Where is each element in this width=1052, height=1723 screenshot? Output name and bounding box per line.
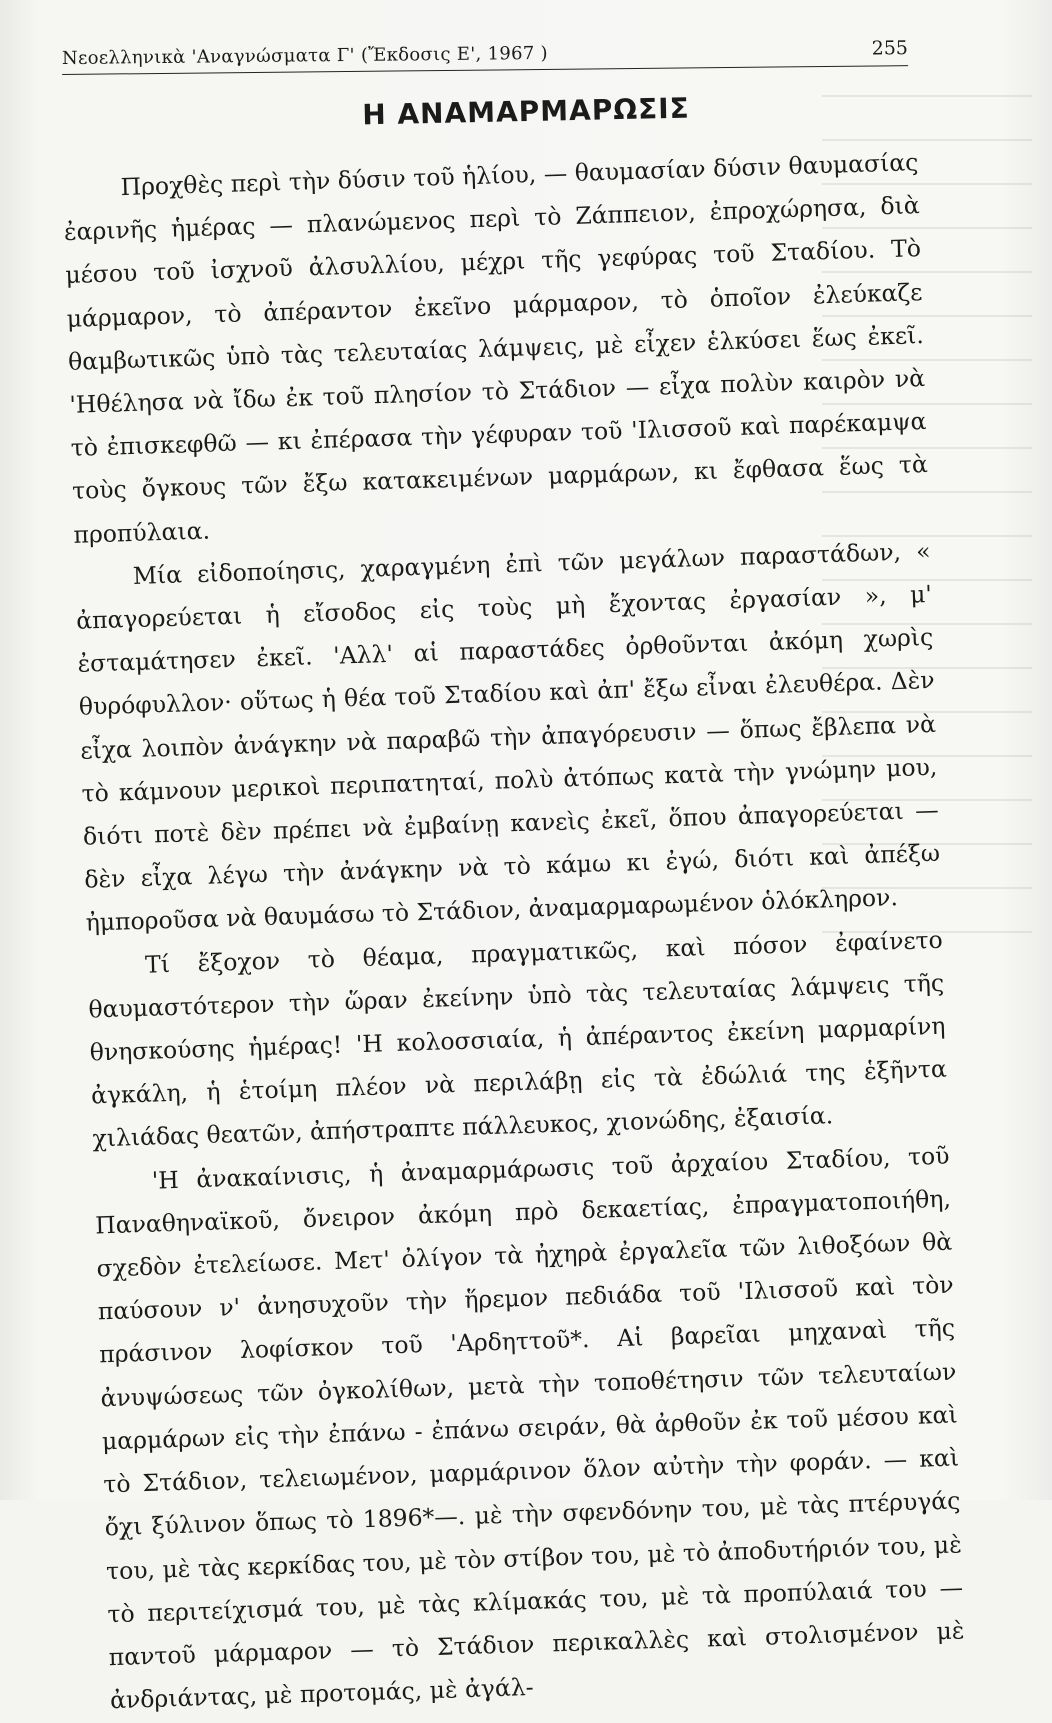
article-body [62, 141, 966, 1722]
paragraph: 'Η ἀνακαίνισις, ἡ ἀναμαρμάρωσις τοῦ ἀρχαίου Σταδίου, τοῦ Παναθηναϊκοῦ, ὄνειρον ἀκόμη πρὸ δεκαετίας, ἐπραγματοποιήθη, σχεδὸν ἐτελείωσε. Μετ' ὀλίγον τὰ ἠχηρὰ ἐργαλεῖα τῶν λιθοξόων θὰ παύσουν ν' ἀνησυχοῦν τὴν ἥρεμον πεδιάδα τοῦ 'Ιλισσοῦ καὶ τὸν πράσινον λοφίσκον τοῦ 'Αρδηττοῦ*. Αἱ βαρεῖαι μηχαναὶ τῆς ἀνυψώσεως τῶν ὀγκολίθων, μετὰ τὴν τοποθέτησιν τῶν τελευταίων μαρμάρων εἰς τὴν ἐπάνω - ἐπάνω σειράν, θὰ ἀρθοῦν ἐκ τοῦ μέσου καὶ τὸ Στάδιον, τελειωμένον, μαρμάρινον ὅλον αὐτὴν τὴν φοράν. — καὶ ὄχι ξύλινον ὅπως τὸ 1896*—. μὲ τὴν σφενδόνην του, μὲ τὰς πτέρυγάς του, μὲ τὰς κερκίδας του, μὲ τὸν στίβον του, μὲ τὸ ἀποδυτήριόν του, μὲ τὸ περιτείχισμά του, μὲ τὰς κλίμακάς του, μὲ τὰ προπύλαιά του — παντοῦ μάρμαρον — τὸ Στάδιον περικαλλὲς καὶ στολισμένον μὲ ἀνδριάντας, μὲ προτομάς, μὲ ἀγάλ- [94, 1141, 965, 1715]
article-title: Η ΑΝΑΜΑΡΜΑΡΩΣΙΣ [361, 91, 691, 132]
page-number: 255 [871, 37, 909, 60]
running-title: Νεοελληνικὰ 'Αναγνώσματα Γ' (Ἔκδοσις Ε', 1967 ) [61, 42, 549, 69]
paragraph: Τί ἔξοχον τὸ θέαμα, πραγματικῶς, καὶ πόσον ἐφαίνετο θαυμαστότερον τὴν ὥραν ἐκείνην ὑπὸ τὰς τελευταίας λάμψεις τῆς θνησκούσης ἡμέρας! 'Η κολοσσιαία, ἡ ἀπέραντος ἐκείνη μαρμαρίνη ἀγκάλη, ἡ ἑτοίμη πλέον νὰ περιλάβῃ εἰς τὰ ἐδώλιά της ἑξῆντα χιλιάδας θεατῶν, ἀπήστραπτε πάλλευκος, χιονώδης, ἐξαισία. [88, 925, 948, 1153]
paragraph: Μία εἰδοποίησις, χαραγμένη ἐπὶ τῶν μεγάλων παραστάδων, « ἀπαγορεύεται ἡ εἴσοδος εἰς τοὺς μὴ ἔχοντας ἐργασίαν », μ' ἐσταμάτησεν ἐκεῖ. 'Αλλ' αἱ παραστάδες ὀρθοῦνται ἀκόμη χωρὶς θυρόφυλλον· οὕτως ἡ θέα τοῦ Σταδίου καὶ ἀπ' ἔξω εἶναι ἐλευθέρα. Δὲν εἶχα λοιπὸν ἀνάγκην νὰ παραβῶ τὴν ἀπαγόρευσιν — ὅπως ἔβλεπα νὰ τὸ κάμνουν μερικοὶ περιπατηταί, πολὺ ἀτόπως κατὰ τὴν γνώμην μου, διότι ποτὲ δὲν πρέπει νὰ ἐμβαίνῃ κανεὶς ἐκεῖ, ὅπου ἀπαγορεύεται — δὲν εἶχα λέγω τὴν ἀνάγκην νὰ τὸ κάμω κι ἐγώ, διότι καὶ ἀπέξω ἠμποροῦσα νὰ θαυμάσω τὸ Στάδιον, ἀναμαρμαρωμένον ὁλόκληρον. [75, 536, 941, 938]
paragraph: Προχθὲς περὶ τὴν δύσιν τοῦ ἡλίου, — θαυμασίαν δύσιν θαυμασίας ἐαρινῆς ἡμέρας — πλανώμενος περὶ τὸ Ζάππειον, ἐπροχώρησα, διὰ μέσου τοῦ ἰσχνοῦ ἀλσυλλίου, μέχρι τῆς γεφύρας τοῦ Σταδίου. Τὸ μάρμαρον, τὸ ἀπέραντον ἐκεῖνο μάρμαρον, τὸ ὁποῖον ἐλεύκαζε θαμβωτικῶς ὑπὸ τὰς τελευταίας λάμψεις, μὲ εἶχεν ἑλκύσει ἕως ἐκεῖ. 'Ηθέλησα νὰ ἴδω ἐκ τοῦ πλησίον τὸ Στάδιον — εἶχα πολὺν καιρὸν νὰ τὸ ἐπισκεφθῶ — κι ἐπέρασα τὴν γέφυραν τοῦ 'Ιλισσοῦ καὶ παρέκαμψα τοὺς ὄγκους τῶν ἔξω κατακειμένων μαρμάρων, κι ἔφθασα ἕως τὰ προπύλαια. [63, 148, 929, 549]
page-header [62, 35, 908, 75]
